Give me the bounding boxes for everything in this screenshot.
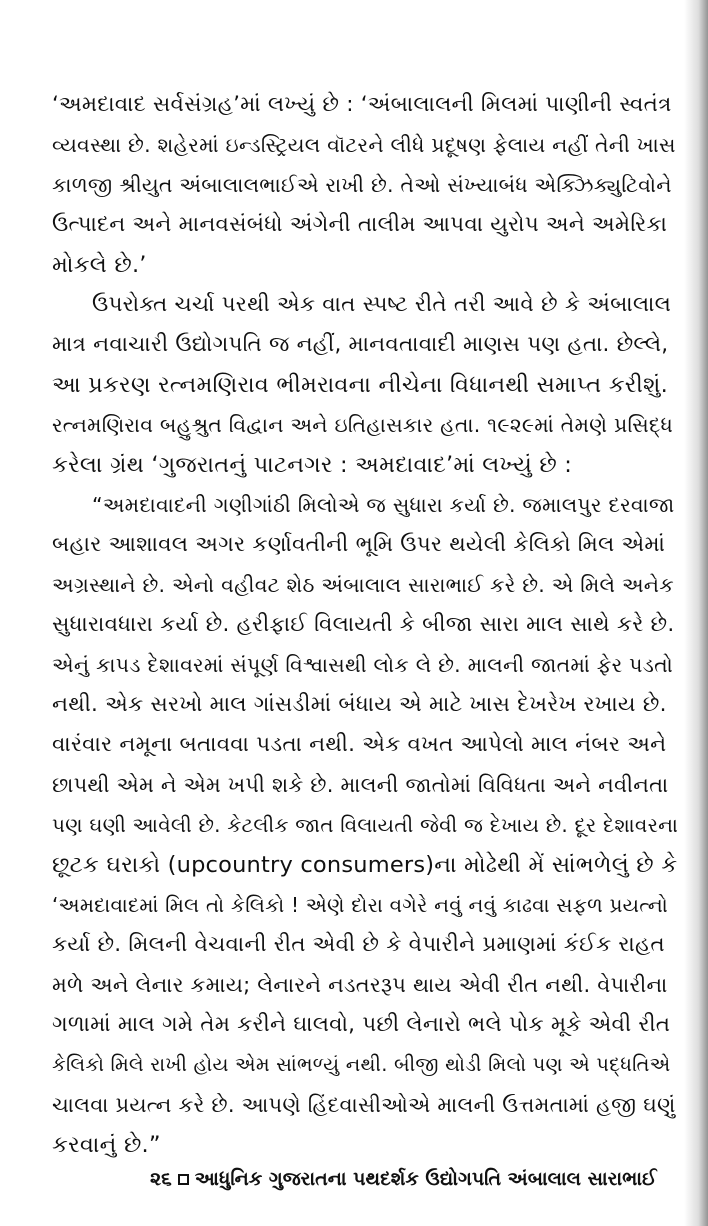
text-line: મળે અને લેનાર કમાય; લેનારને નડતરરૂપ થાય એવી રીત નથી. વેપારીના [52, 973, 668, 997]
square-bullet-icon [178, 1174, 189, 1185]
text-line: કેલિકો મિલે રાખી હોય એમ સાંભળ્યું નથી. બીજી થોડી મિલો પણ એ પદ્ધતિએ [52, 1053, 671, 1076]
running-title: આધુનિક ગુજરાતના પથદર્શક ઉદ્યોગપતિ અંબાલાલ સારાભાઈ [194, 1168, 657, 1190]
text-line: ‘અમદાવાદમાં મિલ તો કેલિકો ! એણે દોરા વગેરે નવું નવું કાઢવા સફળ પ્રયત્નો [52, 893, 668, 917]
text-line: ચાલવા પ્રયત્ન કરે છે. આપણે હિંદવાસીઓએ માલની ઉત્તમતામાં હજી ઘણું [52, 1093, 676, 1117]
text-line: મોકલે છે.’ [52, 252, 147, 278]
text-line: નથી. એક સરખો માલ ગાંસડીમાં બંધાય એ માટે ખાસ દેખરેખ રખાય છે. [52, 692, 667, 717]
text-line: કરવાનું છે.” [52, 1132, 161, 1158]
text-line: એનું કાપડ દેશાવરમાં સંપૂર્ણ વિશ્વાસથી લોક લે છે. માલની જાતમાં ફેર પડતો [52, 653, 673, 677]
text-line: વારંવાર નમૂના બતાવવા પડતા નથી. એક વખત આપેલો માલ નંબર અને [52, 732, 667, 757]
text-line: છાપથી એમ ને એમ ખપી શકે છે. માલની જાતોમાં વિવિધતા અને નવીનતા [52, 773, 669, 797]
text-line: કર્યા છે. મિલની વેચવાની રીત એવી છે કે વેપારીને પ્રમાણમાં કંઈક રાહત [52, 932, 665, 957]
page-edge-shadow [684, 0, 708, 1226]
text-line: રત્નમણિરાવ બહુશ્રુત વિદ્વાન અને ઇતિહાસકાર હતા. ૧૯૨૯માં તેમણે પ્રસિદ્ધ [52, 413, 674, 437]
text-line: ઉપરોક્ત ચર્ચા પરથી એક વાત સ્પષ્ટ રીતે તરી આવે છે કે અંબાલાલ [92, 292, 672, 317]
text-line: કાળજી શ્રીયુત અંબાલાલભાઈએ રાખી છે. તેઓ સંખ્યાબંધ એક્ઝિક્યુટિવોને [52, 173, 672, 197]
text-line: અગ્રસ્થાને છે. એનો વહીવટ શેઠ અંબાલાલ સારાભાઈ કરે છે. એ મિલે અનેક [52, 573, 674, 597]
text-line: “અમદાવાદની ગણીગાંઠી મિલોએ જ સુધારા કર્યા છે. જમાલપુર દરવાજા [92, 493, 675, 517]
text-line: બહાર આશાવલ અગર કર્ણાવતીની ભૂમિ ઉપર થયેલી કેલિકો મિલ એમાં [52, 532, 666, 557]
text-line: ગળામાં માલ ગમે તેમ કરીને ઘાલવો, પછી લેનારો ભલે પોક મૂકે એવી રીત [52, 1012, 671, 1037]
text-line: છૂટક ઘરાકો (upcountry consumers)ના મોઢેથી મેં સાંભળેલું છે કે [52, 852, 678, 878]
text-line: વ્યવસ્થા છે. શહેરમાં ઇન્ડસ્ટ્રિયલ વૉટરને લીધે પ્રદૂષણ ફેલાય નહીં તેની ખાસ [52, 133, 676, 157]
text-line: આ પ્રકરણ રત્નમણિરાવ ભીમરાવના નીચેના વિધાનથી સમાપ્ત કરીશું. [52, 372, 668, 398]
text-line: માત્ર નવાચારી ઉદ્યોગપતિ જ નહીં, માનવતાવાદી માણસ પણ હતા. છેલ્લે, [52, 332, 669, 357]
text-line: સુધારાવધારા કર્યા છે. હરીફાઈ વિલાયતી કે બીજા સારા માલ સાથે કરે છે. [52, 612, 675, 637]
text-line: કરેલા ગ્રંથ ‘ગુજરાતનું પાટનગર : અમદાવાદ’માં લખ્યું છે : [52, 452, 573, 478]
text-line: પણ ઘણી આવેલી છે. કેટલીક જાત વિલાયતી જેવી જ દેખાય છે. દૂર દેશાવરના [52, 813, 679, 837]
text-line: ‘અમદાવાદ સર્વસંગ્રહ’માં લખ્યું છે : ‘અંબાલાલની મિલમાં પાણીની સ્વતંત્ર [52, 92, 672, 117]
text-line: ઉત્પાદન અને માનવસંબંધો અંગેની તાલીમ આપવા યુરોપ અને અમેરિકા [52, 212, 668, 237]
page-footer [150, 1168, 670, 1190]
page-number: ૨૬ [150, 1168, 172, 1190]
